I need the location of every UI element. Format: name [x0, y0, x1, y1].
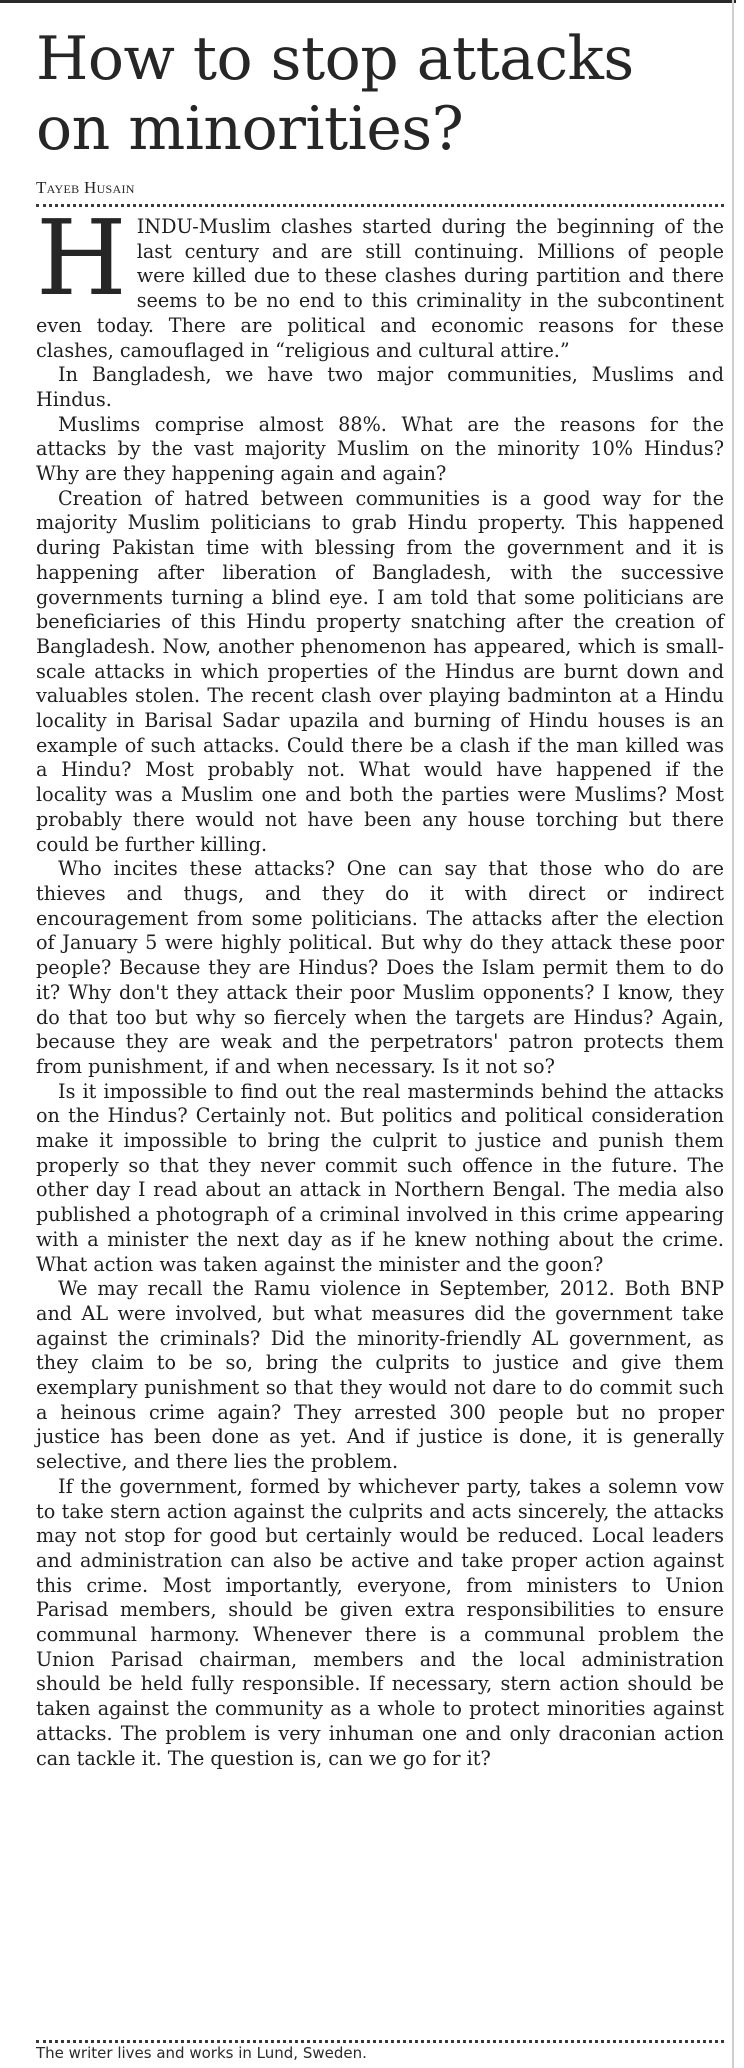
- author-note: The writer lives and works in Lund, Sweden.: [36, 2044, 367, 2062]
- headline-line-1: How to stop attacks: [36, 24, 634, 94]
- drop-cap: H: [36, 197, 127, 319]
- byline-divider: [36, 204, 724, 207]
- column-divider: [732, 0, 734, 2068]
- paragraph-4: Creation of hatred between communities is a good way for the majority Muslim politicians to grab Hindu property. This happened during Pakistan time with blessing from the government and it is happening after liberation of Bangladesh, with the successive governments turning a blind eye. I am told that some politicians are beneficiaries of this Hindu property snatching after the creation of Bangladesh. Now, another phenomenon has appeared, which is small-scale attacks in which properties of the Hindus are burnt down and valuables stolen. The recent clash over playing badminton at a Hindu locality in Barisal Sadar upazila and burning of Hindu houses is an example of such attacks. Could there be a clash if the man killed was a Hindu? Most probably not. What would have happened if the locality was a Muslim one and both the parties were Muslims? Most probably there would not have been any house torching but there could be further killing.: [36, 486, 724, 856]
- footnote-divider: [36, 2040, 724, 2043]
- paragraph-3: Muslims comprise almost 88%. What are the reasons for the attacks by the vast majority Muslim on the minority 10% Hindus? Why are they happening again and again?: [36, 412, 724, 486]
- paragraph-6: Is it impossible to find out the real masterminds behind the attacks on the Hindus? Certainly not. But politics and political consideration make it impossible to bring the culprit to justice and punish them properly so that they never commit such offence in the future. The other day I read about an attack in Northern Bengal. The media also published a photograph of a criminal involved in this crime appearing with a minister the next day as if he knew nothing about the crime. What action was taken against the minister and the goon?: [36, 1079, 724, 1276]
- article-body: [36, 197, 724, 1771]
- paragraph-7: We may recall the Ramu violence in September, 2012. Both BNP and AL were involved, but what measures did the government take against the criminals? Did the minority-friendly AL government, as they claim to be so, bring the culprits to justice and give them exemplary punishment so that they would not dare to do commit such a heinous crime again? They arrested 300 people but no proper justice has been done as yet. And if justice is done, it is generally selective, and there lies the problem.: [36, 1277, 724, 1474]
- byline: Tayeb Husain: [36, 178, 135, 197]
- article: [36, 0, 724, 1771]
- headline-line-2: on minorities?: [36, 94, 464, 164]
- paragraph-1: [36, 197, 724, 363]
- paragraph-1-text: INDU-Muslim clashes started during the beginning of the last century and are still continuing. Millions of people were killed due to these clashes during partition and there seems to be no end to this criminality in the subcontinent even today. There are political and economic reasons for these clashes, camouflaged in “religious and cultural attire.”: [36, 215, 724, 362]
- headline: [36, 24, 724, 164]
- paragraph-8: If the government, formed by whichever party, takes a solemn vow to take stern action against the culprits and acts sincerely, the attacks may not stop for good but certainly would be reduced. Local leaders and administration can also be active and take proper action against this crime. Most importantly, everyone, from ministers to Union Parisad members, should be given extra responsibilities to ensure communal harmony. Whenever there is a communal problem the Union Parisad chairman, members and the local administration should be held fully responsible. If necessary, stern action should be taken against the community as a whole to protect minorities against attacks. The problem is very inhuman one and only draconian action can tackle it. The question is, can we go for it?: [36, 1474, 724, 1770]
- paragraph-2: In Bangladesh, we have two major communities, Muslims and Hindus.: [36, 363, 724, 411]
- paragraph-5: Who incites these attacks? One can say that those who do are thieves and thugs, and they do it with direct or indirect encouragement from some politicians. The attacks after the election of January 5 were highly political. But why do they attack these poor people? Because they are Hindus? Does the Islam permit them to do it? Why don't they attack their poor Muslim opponents? I know, they do that too but why so fiercely when the targets are Hindus? Again, because they are weak and the perpetrators' patron protects them from punishment, if and when necessary. Is it not so?: [36, 857, 724, 1078]
